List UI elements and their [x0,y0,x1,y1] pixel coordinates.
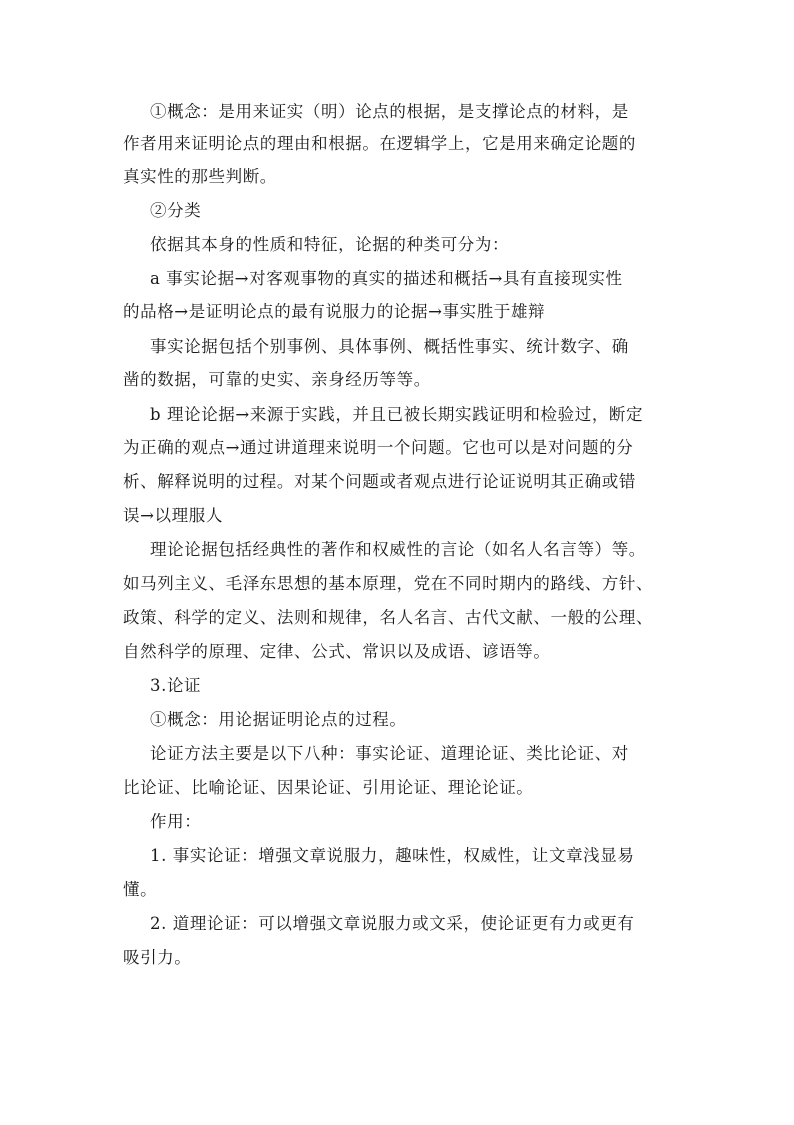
text-line: 为正确的观点→通过讲道理来说明一个问题。它也可以是对问题的分 [123,438,634,457]
text-line: a 事实论据→对客观事物的真实的描述和概括→具有直接现实性 [150,269,623,288]
text-line: 作用： [150,812,202,831]
text-line: 真实性的那些判断。 [123,167,277,186]
text-line: 事实论据包括个别事例、具体事例、概括性事实、统计数字、确 [150,337,629,356]
text-line: 如马列主义、毛泽东思想的基本原理，党在不同时期内的路线、方针、 [123,574,654,593]
section-heading: ②分类 [150,201,202,220]
text-line: 2. 道理论证：可以增强文章说服力或文采，使论证更有力或更有 [150,914,635,933]
text-line: 论证方法主要是以下八种：事实论证、道理论证、类比论证、对 [150,744,629,763]
text-line: 政策、科学的定义、法则和规律，名人名言、古代文献、一般的公理、 [123,608,654,627]
section-heading: 3.论证 [150,676,202,695]
text-line: 依据其本身的性质和特征，论据的种类可分为： [150,235,510,254]
text-line: 理论论据包括经典性的著作和权威性的言论（如名人名言等）等。 [150,540,646,559]
text-line: 吸引力。 [123,948,192,967]
text-line: ①概念：用论据证明论点的过程。 [150,710,407,729]
text-line: 自然科学的原理、定律、公式、常识以及成语、谚语等。 [123,642,551,661]
text-line: 懂。 [123,880,158,899]
text-line: 作者用来证明论点的理由和根据。在逻辑学上，它是用来确定论题的 [123,134,636,153]
text-line: 误→以理服人 [123,506,223,525]
text-line: ①概念：是用来证实（明）论点的根据，是支撑论点的材料，是 [150,102,629,121]
text-line: 1. 事实论证：增强文章说服力，趣味性，权威性，让文章浅显易 [150,846,635,865]
text-line: 析、解释说明的过程。对某个问题或者观点进行论证说明其正确或错 [123,472,636,491]
text-line: 的品格→是证明论点的最有说服力的论据→事实胜于雄辩 [123,302,546,321]
text-line: 凿的数据，可靠的史实、亲身经历等等。 [123,370,431,389]
text-line: 比论证、比喻论证、因果论证、引用论证、理论论证。 [123,778,534,797]
text-line: b 理论论据→来源于实践，并且已被长期实践证明和检验过，断定 [150,405,644,424]
